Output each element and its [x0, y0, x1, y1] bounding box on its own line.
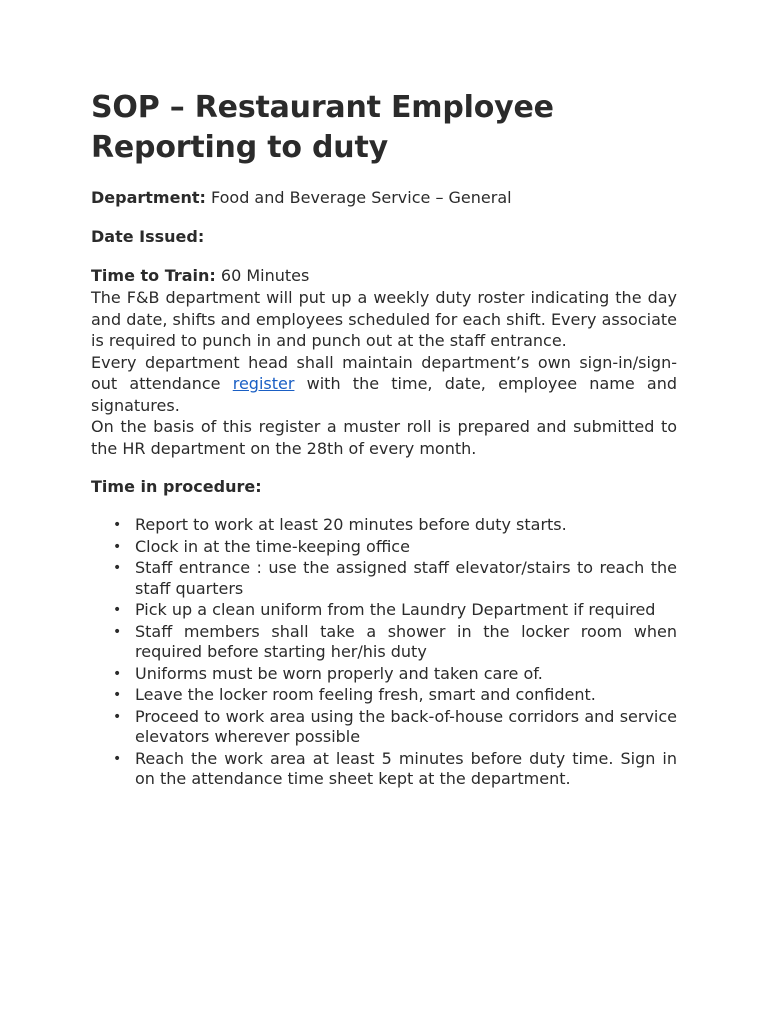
paragraph-duty-roster: The F&B department will put up a weekly duty roster indicating the day and date, shifts and employees scheduled for each shift. Every associate is required to punch in and punch out at the staff entrance. — [91, 288, 677, 350]
procedure-list-item — [91, 664, 677, 685]
document-title: SOP – Restaurant Employee Reporting to duty — [91, 90, 554, 165]
procedure-list-item — [91, 749, 677, 790]
document-page — [91, 88, 677, 791]
bullet-icon: • — [113, 517, 122, 533]
time-to-train-value: 60 Minutes — [215, 266, 310, 285]
procedure-item-text: Proceed to work area using the back-of-house corridors and service elevators wherever possible — [135, 706, 677, 746]
procedure-list — [91, 515, 677, 790]
procedure-item-text: Clock in at the time-keeping office — [135, 536, 410, 556]
paragraph-muster-roll: On the basis of this register a muster roll is prepared and submitted to the HR department on the 28th of every month. — [91, 417, 677, 458]
time-to-train-line — [91, 265, 677, 287]
procedure-item-text: Uniforms must be worn properly and taken care of. — [135, 663, 543, 683]
bullet-icon: • — [113, 538, 122, 555]
bullet-icon: • — [113, 623, 122, 640]
bullet-icon: • — [113, 560, 122, 576]
department-label: Department: — [91, 188, 206, 207]
procedure-item-text: Pick up a clean uniform from the Laundry Department if required — [135, 600, 656, 619]
procedure-heading: Time in procedure: — [91, 477, 262, 496]
procedure-list-item — [91, 622, 677, 663]
procedure-list-item — [91, 515, 677, 536]
procedure-item-text: Report to work at least 20 minutes before duty starts. — [135, 515, 567, 534]
time-to-train-label: Time to Train: — [91, 266, 216, 285]
procedure-item-text: Staff members shall take a shower in the locker room when required before starting her/his duty — [135, 621, 677, 661]
bullet-icon: • — [113, 602, 122, 618]
procedure-list-item — [91, 707, 677, 748]
procedure-list-item — [91, 537, 677, 558]
procedure-item-text: Reach the work area at least 5 minutes before duty time. Sign in on the attendance time sheet kept at the department. — [135, 748, 677, 788]
paragraph-2-text-end: with the time, date, employee name and signatures. — [91, 374, 678, 415]
procedure-list-item — [91, 558, 677, 599]
bullet-icon: • — [113, 687, 122, 703]
paragraph-attendance-register — [91, 352, 677, 417]
bullet-icon: • — [113, 665, 122, 682]
date-issued-line — [91, 226, 677, 248]
paragraph-2-text-start: Every department head shall maintain department’s own sign-in/sign-out attendance — [91, 352, 677, 393]
bullet-icon: • — [113, 708, 122, 725]
procedure-list-item — [91, 685, 677, 706]
procedure-list-item — [91, 600, 677, 621]
department-value: Food and Beverage Service – General — [205, 188, 512, 207]
procedure-item-text: Staff entrance : use the assigned staff elevator/stairs to reach the staff quarters — [135, 558, 677, 598]
date-issued-label: Date Issued: — [91, 227, 205, 246]
department-line — [91, 187, 677, 209]
bullet-icon: • — [113, 750, 122, 767]
procedure-item-text: Leave the locker room feeling fresh, smart and confident. — [135, 685, 596, 704]
register-link[interactable]: register — [232, 374, 295, 393]
